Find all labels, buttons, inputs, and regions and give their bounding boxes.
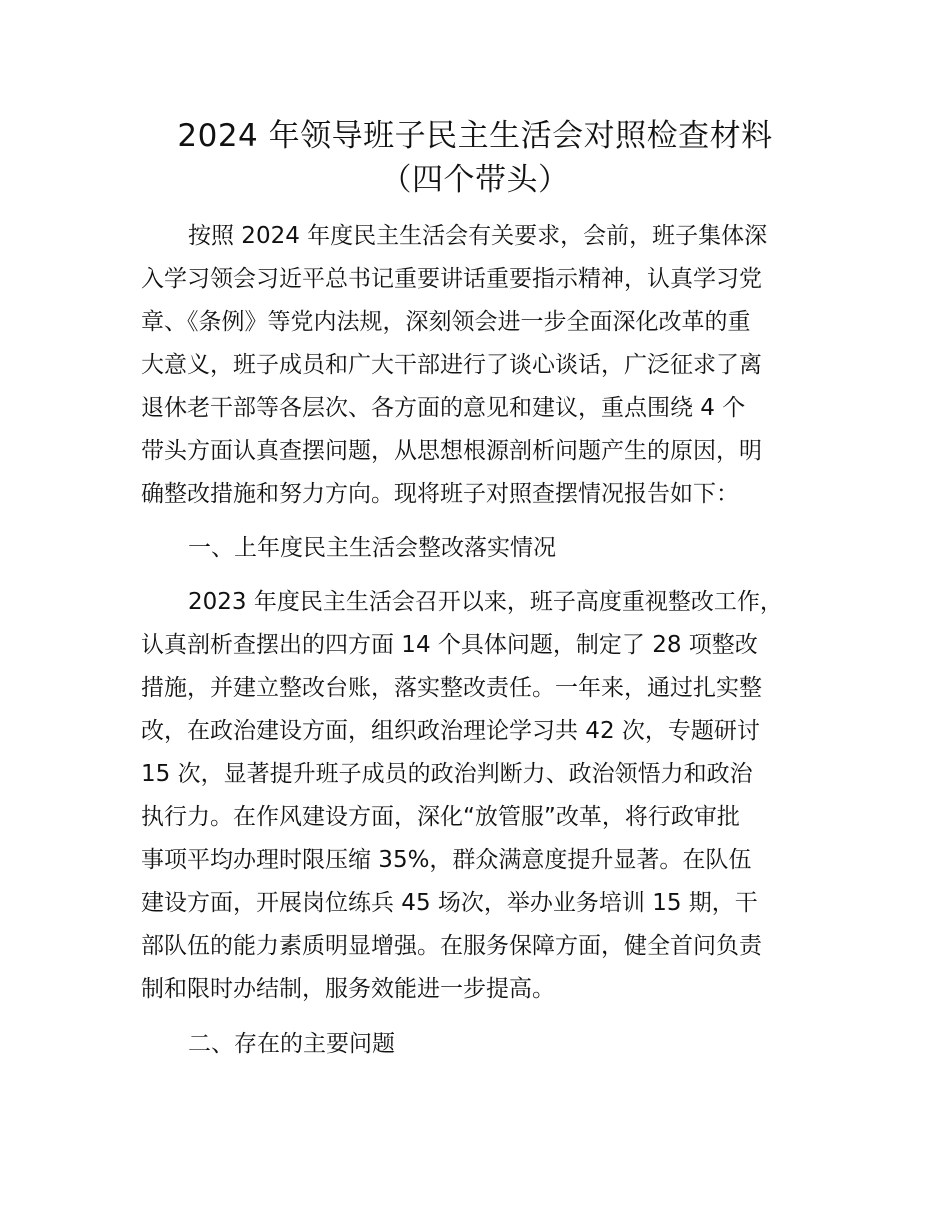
intro-paragraph-line: 确整改措施和努力方向。现将班子对照查摆情况报告如下： — [141, 481, 739, 507]
intro-paragraph-line: 退休老干部等各层次、各方面的意见和建议，重点围绕 4 个 — [141, 395, 746, 421]
section-1-paragraph-line: 认真剖析查摆出的四方面 14 个具体问题，制定了 28 项整改 — [141, 632, 758, 658]
intro-paragraph-line: 按照 2024 年度民主生活会有关要求，会前，班子集体深 — [188, 223, 768, 249]
section-1-paragraph-line: 部队伍的能力素质明显增强。在服务保障方面，健全首问负责 — [141, 933, 762, 959]
section-1-paragraph-line: 改，在政治建设方面，组织政治理论学习共 42 次，专题研讨 — [141, 718, 760, 744]
intro-paragraph-line: 章、《条例》等党内法规，深刻领会进一步全面深化改革的重 — [141, 309, 751, 335]
section-1-paragraph-line: 措施，并建立整改台账，落实整改责任。一年来，通过扎实整 — [141, 675, 762, 701]
section-1-paragraph-line: 2023 年度民主生活会召开以来，班子高度重视整改工作， — [188, 589, 783, 615]
section-1-paragraph-line: 执行力。在作风建设方面，深化“放管服”改革，将行政审批 — [141, 804, 740, 830]
section-1-paragraph-line: 制和限时办结制，服务效能进一步提高。 — [141, 976, 555, 1002]
section-1-paragraph-line: 事项平均办理时限压缩 35%，群众满意度提升显著。在队伍 — [141, 847, 752, 873]
document-title-line-2: （四个带头） — [380, 162, 570, 198]
document-title-line-1: 2024 年领导班子民主生活会对照检查材料 — [177, 118, 773, 154]
intro-paragraph-line: 大意义，班子成员和广大干部进行了谈心谈话，广泛征求了离 — [141, 352, 762, 378]
intro-paragraph-line: 带头方面认真查摆问题，从思想根源剖析问题产生的原因，明 — [141, 438, 762, 464]
section-2-heading: 二、存在的主要问题 — [188, 1031, 395, 1057]
section-1-heading: 一、上年度民主生活会整改落实情况 — [188, 535, 556, 561]
section-1-paragraph-line: 建设方面，开展岗位练兵 45 场次，举办业务培训 15 期，干 — [141, 890, 758, 916]
section-1-paragraph-line: 15 次，显著提升班子成员的政治判断力、政治领悟力和政治 — [141, 761, 753, 787]
intro-paragraph-line: 入学习领会习近平总书记重要讲话重要指示精神，认真学习党 — [141, 266, 762, 292]
